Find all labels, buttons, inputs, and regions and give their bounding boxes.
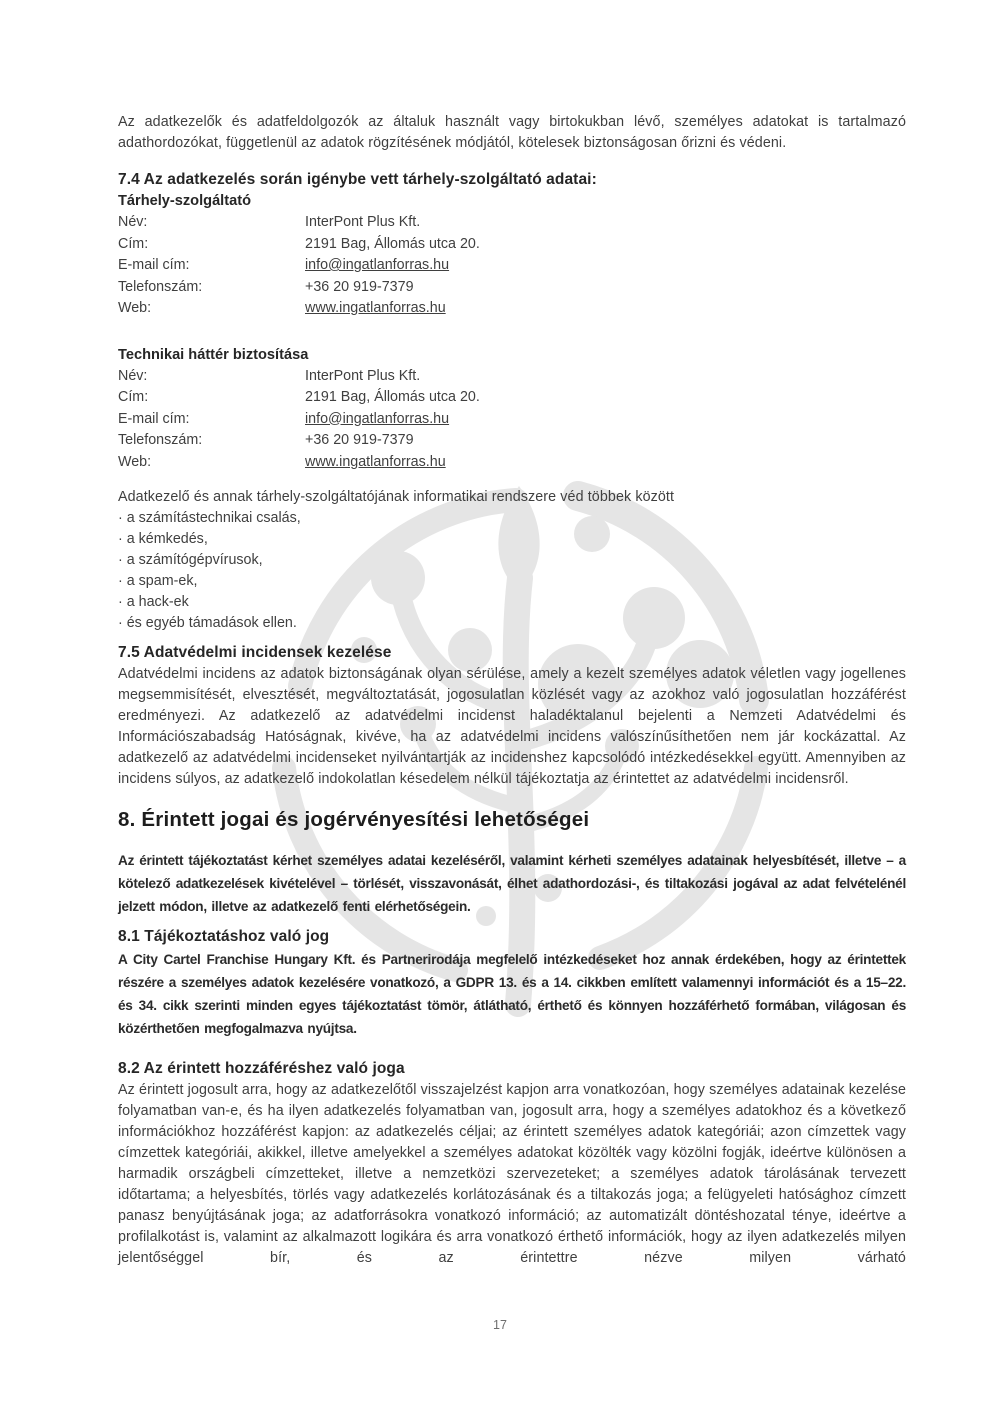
row-label: E-mail cím:	[118, 257, 190, 273]
heading-8: 8. Érintett jogai és jogérvényesítési lehetőségei	[118, 808, 590, 831]
table-row	[118, 366, 906, 388]
section-8-2-paragraph: Az érintett jogosult arra, hogy az adatkezelőtől visszajelzést kapjon arra vonatkozóan, hogy személyes adatainak kezelése folyamatban van-e, és ha ilyen adatkezelés folyamatban van, jogosult arra, hogy a személyes adatokhoz és a következő információkhoz hozzáférést kapjon: az adatkezelés céljai; az érintett személyes adatok kategóriái; azon címzettek vagy címzettek kategóriái, akikkel, illetve amelyekkel a személyes adatokat közölték vagy közölni fogják, ideértve különösen a harmadik országbeli címzetteket, illetve a nemzetközi szervezeteket; a személyes adatok tárolásának tervezett időtartama; a helyesbítés, törlés vagy adatkezelés korlátozásának és a tiltakozás joga; a felügyeleti hatósághoz címzett panasz benyújtásának joga; az adatforrásokra vonatkozó információ; az automatizált döntéshozatal ténye, ideértve a profilalkotást is, valamint az alkalmazott logikára és arra vonatkozó érthető információk, hogy az ilyen adatkezelés milyen jelentőséggel bír, és az érintettre nézve milyen várható	[118, 1082, 906, 1266]
row-label: Web:	[118, 453, 152, 470]
row-value: 2191 Bag, Állomás utca 20.	[305, 235, 480, 252]
heading-8-1: 8.1 Tájékoztatáshoz való jog	[118, 928, 330, 945]
row-value	[305, 452, 906, 474]
heading-7-5: 7.5 Adatvédelmi incidensek kezelése	[118, 644, 392, 661]
row-label: Cím:	[118, 389, 149, 405]
email-link[interactable]: info@ingatlanforras.hu	[305, 410, 450, 427]
table-row	[118, 452, 906, 474]
threat-bullet-list	[118, 508, 906, 634]
row-label: E-mail cím:	[118, 410, 190, 427]
page-content	[118, 112, 906, 1269]
incident-paragraph: Adatvédelmi incidens az adatok biztonságának olyan sérülése, amely a kezelt személyes adatok véletlen vagy jogellenes megsemmisítését, elvesztését, megváltoztatását, jogosulatlan közlését vagy az azokhoz való jogosulatlan hozzáférést eredményezi. Az adatkezelő az adatvédelmi incidenst haladéktalanul bejelenti a Nemzeti Adatvédelmi és Információszabadság Hatóságnak, kivéve, ha az adatvédelmi incidens valószínűsíthetően nem jár kockázattal. Az adatkezelő az adatvédelmi incidenseket nyilvántartják az incidenshez kapcsolódó intézkedésekkel együtt. Amennyiben az incidens súlyos, az adatkezelő indokolatlan késedelem nélkül tájékoztatja az érintettet az adatvédelmi incidensről.	[118, 666, 906, 787]
row-label: Cím:	[118, 235, 149, 252]
table-row	[118, 387, 906, 409]
row-value: +36 20 919-7379	[305, 278, 414, 295]
row-label: Web:	[118, 300, 152, 316]
table-row	[118, 277, 906, 299]
row-label: Telefonszám:	[118, 432, 203, 448]
table-row	[118, 298, 906, 320]
page-number: 17	[493, 1318, 507, 1332]
intro-paragraph: Az adatkezelők és adatfeldolgozók az általuk használt vagy birtokukban lévő, személyes adatokat is tartalmazó adathordozókat, függetlenül az adatok rögzítésének módjától, kötelesek biztonságosan őrizni és védeni.	[118, 114, 906, 151]
row-value: InterPont Plus Kft.	[305, 214, 421, 230]
list-item: · a kémkedés,	[118, 531, 208, 547]
hosting-provider-table	[118, 212, 906, 320]
heading-8-2: 8.2 Az érintett hozzáféréshez való joga	[118, 1060, 405, 1077]
row-label: Név:	[118, 367, 148, 384]
row-value: +36 20 919-7379	[305, 432, 414, 448]
heading-7-4: 7.4 Az adatkezelés során igénybe vett tárhely-szolgáltató adatai:	[118, 171, 597, 188]
email-link[interactable]: info@ingatlanforras.hu	[305, 257, 450, 273]
row-value	[305, 255, 906, 277]
list-item: · a számítástechnikai csalás,	[118, 510, 301, 526]
list-item: · és egyéb támadások ellen.	[118, 615, 297, 631]
list-item: · a spam-ek,	[118, 573, 198, 589]
table-row	[118, 234, 906, 256]
website-link[interactable]: www.ingatlanforras.hu	[305, 300, 446, 316]
security-intro-paragraph: Adatkezelő és annak tárhely-szolgáltatójának informatikai rendszere véd többek között	[118, 489, 675, 505]
table-row	[118, 409, 906, 431]
row-label: Név:	[118, 214, 148, 230]
table-row	[118, 255, 906, 277]
table-row	[118, 430, 906, 452]
section-8-1-paragraph: A City Cartel Franchise Hungary Kft. és Partnerirodája megfelelő intézkedéseket hoz annak érdekében, hogy az érintettek részére a személyes adatok kezelésére vonatkozó, a GDPR 13. és a 14. cikkben említett valamennyi információt és a 15–22. és 34. cikk szerinti minden egyes tájékoztatást tömör, átlátható, érthető és könnyen hozzáférhető formában, világosan és közérthetően megfogalmazva nyújtsa.	[118, 952, 906, 1036]
technical-background-title: Technikai háttér biztosítása	[118, 346, 309, 363]
row-value: InterPont Plus Kft.	[305, 367, 421, 384]
list-item: · a hack-ek	[118, 594, 189, 610]
row-value: 2191 Bag, Állomás utca 20.	[305, 389, 480, 405]
section-8-intro-paragraph: Az érintett tájékoztatást kérhet személyes adatai kezeléséről, valamint kérheti személyes adatainak helyesbítését, illetve – a kötelező adatkezelések kivételével – törlését, visszavonását, élhet adathordozási-, és tiltakozási jogával az adat felvételénél jelzett módon, illetve az adatkezelő fenti elérhetőségein.	[118, 853, 906, 914]
website-link[interactable]: www.ingatlanforras.hu	[305, 453, 446, 470]
hosting-provider-title: Tárhely-szolgáltató	[118, 193, 251, 209]
list-item: · a számítógépvírusok,	[118, 552, 263, 568]
technical-background-table	[118, 366, 906, 474]
row-label: Telefonszám:	[118, 278, 203, 295]
row-value	[305, 409, 906, 431]
row-value	[305, 298, 906, 320]
table-row	[118, 212, 906, 234]
